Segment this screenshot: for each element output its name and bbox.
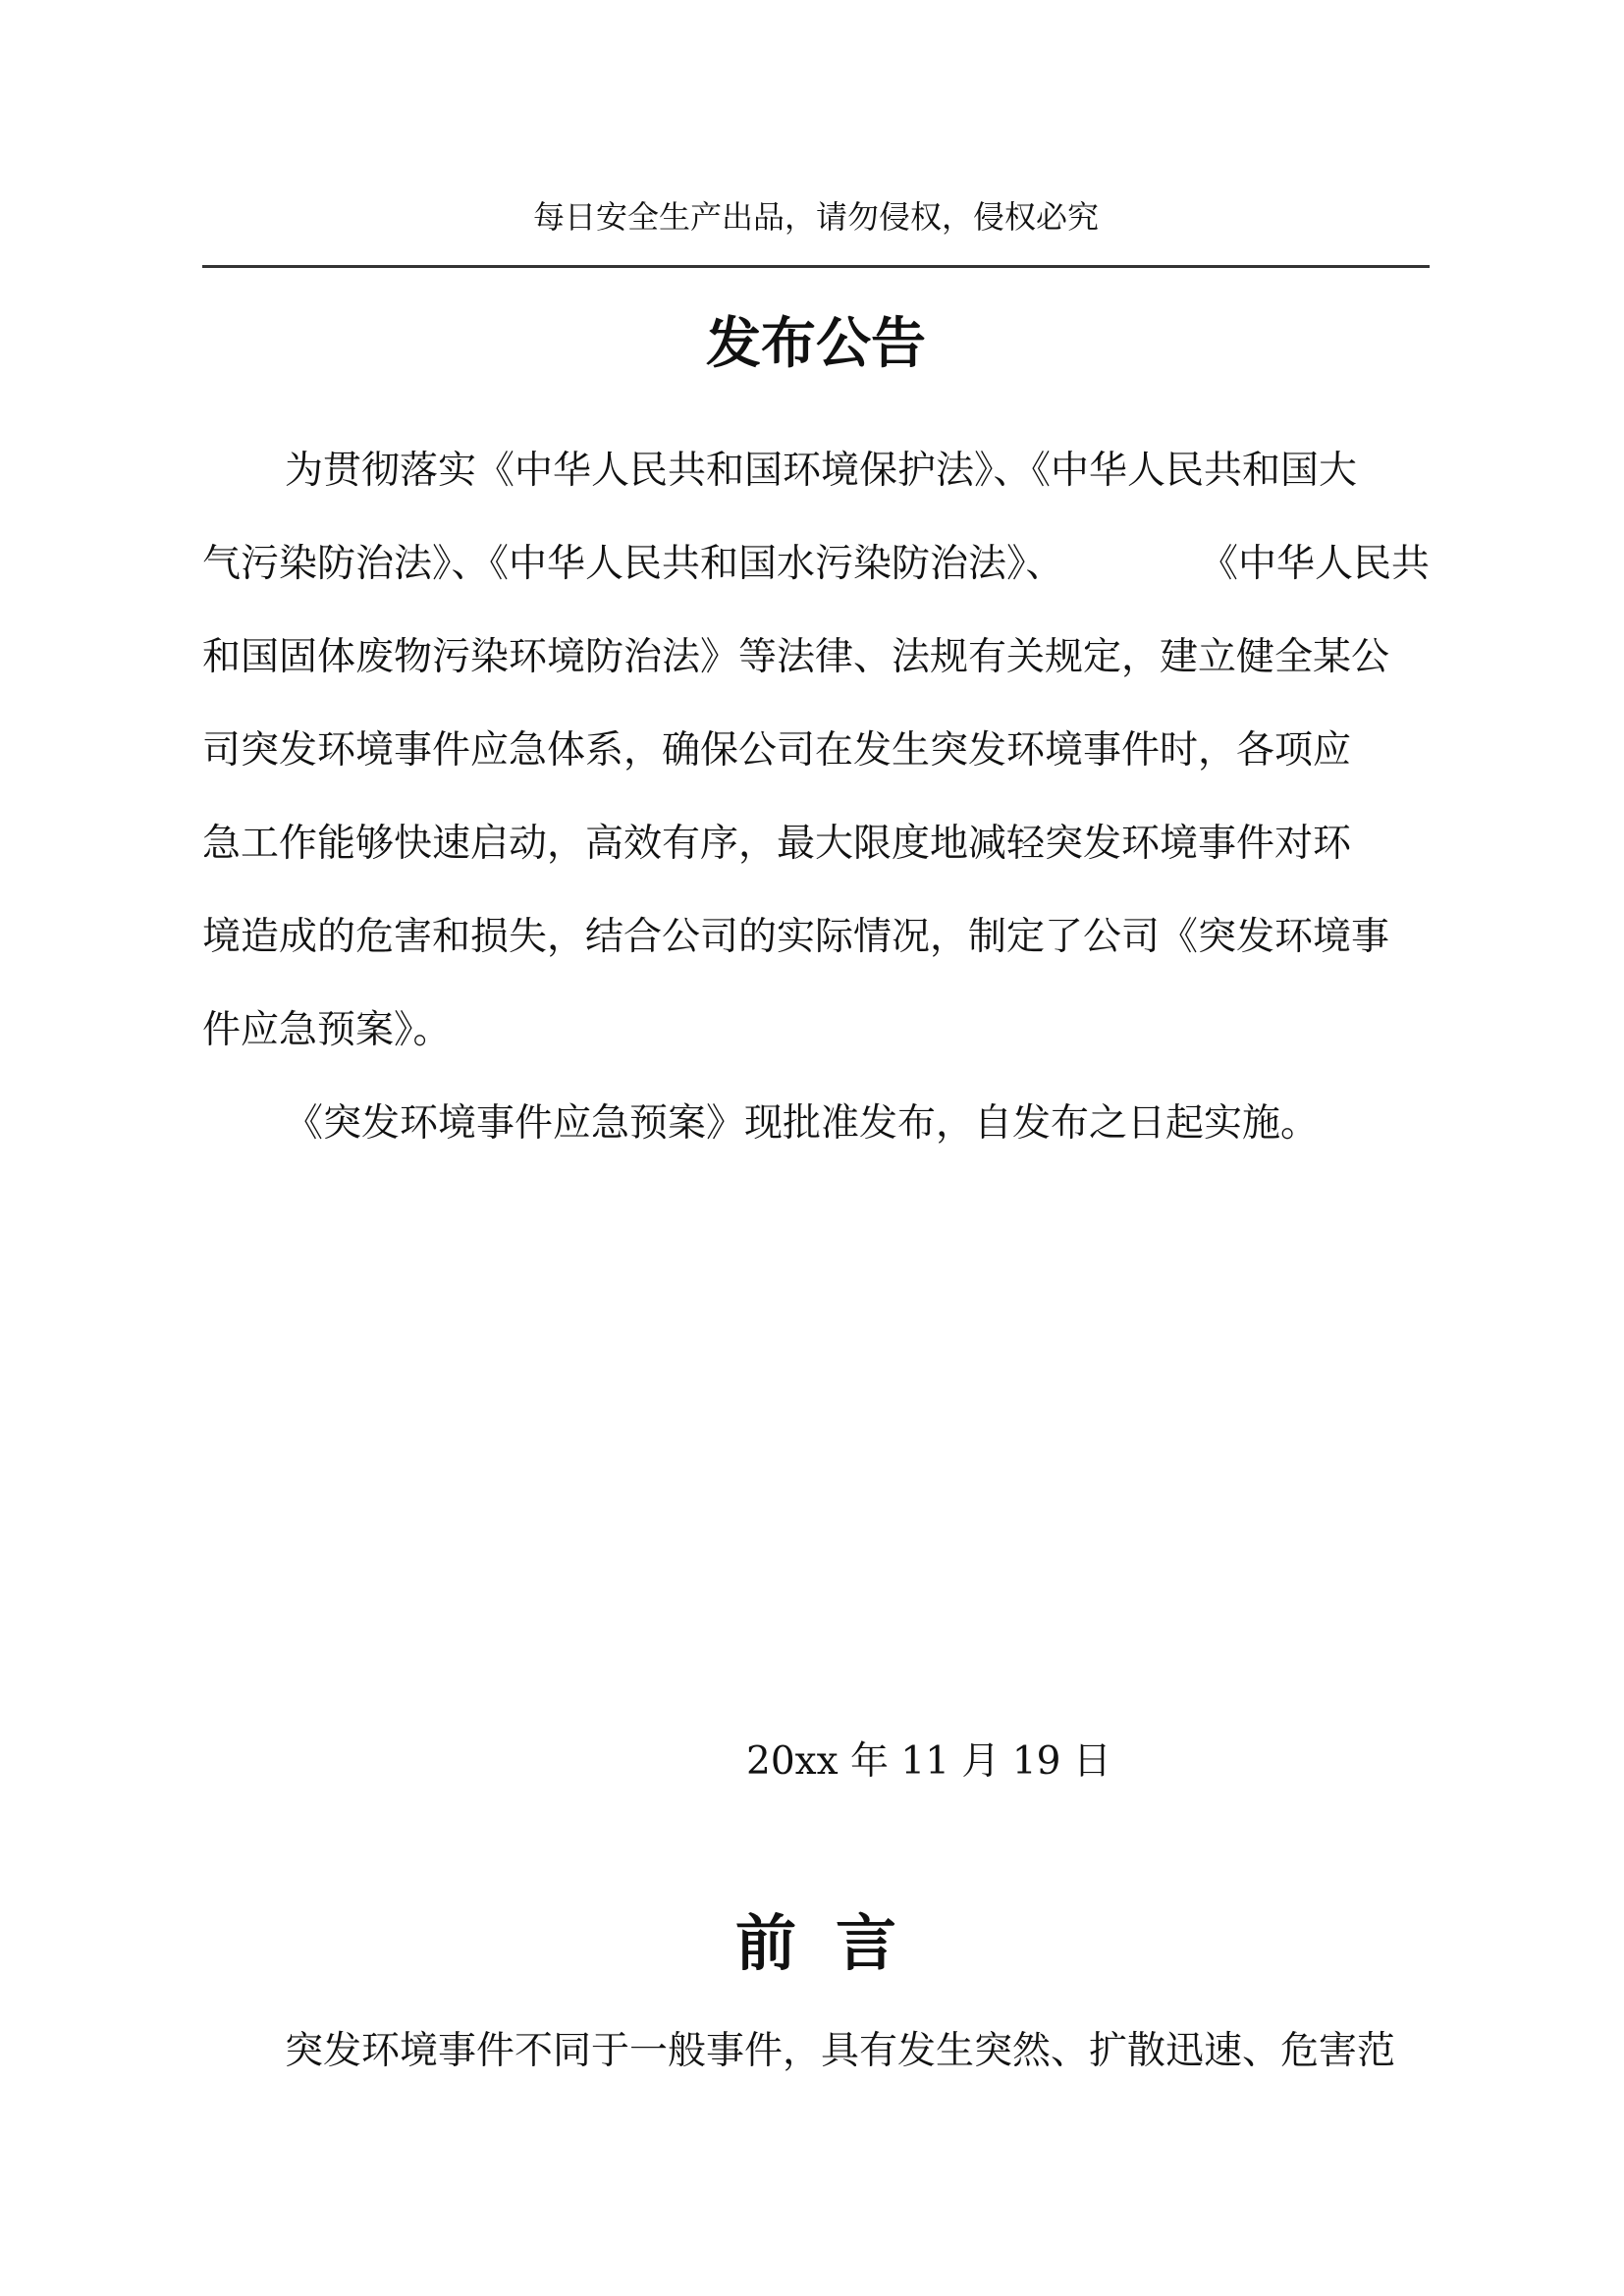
header-divider xyxy=(202,265,1430,268)
page-header: 每日安全生产出品，请勿侵权，侵权必究 xyxy=(532,198,1099,236)
notice-paragraph-line: 和国固体废物污染环境防治法》等法律、法规有关规定，建立健全某公 xyxy=(202,635,1390,679)
notice-paragraph-line xyxy=(202,530,1430,599)
notice-paragraph-line: 件应急预案》。 xyxy=(202,1008,452,1052)
notice-date: 20xx 年 11 月 19 日 xyxy=(746,1739,1111,1784)
notice-paragraph-line: 境造成的危害和损失，结合公司的实际情况，制定了公司《突发环境事 xyxy=(202,915,1390,959)
notice-paragraph-segment: 《中华人民共 xyxy=(1199,542,1430,586)
preface-paragraph-line: 突发环境事件不同于一般事件，具有发生突然、扩散迅速、危害范 xyxy=(285,2029,1396,2073)
notice-approval-line: 《突发环境事件应急预案》现批准发布，自发布之日起实施。 xyxy=(285,1101,1320,1146)
notice-paragraph-segment: 气污染防治法》、《中华人民共和国水污染防治法》、 xyxy=(202,542,1064,586)
notice-paragraph-line: 司突发环境事件应急体系，确保公司在发生突发环境事件时，各项应 xyxy=(202,728,1352,773)
notice-paragraph-line: 急工作能够快速启动，高效有序，最大限度地减轻突发环境事件对环 xyxy=(202,822,1352,866)
notice-title: 发布公告 xyxy=(706,311,926,376)
notice-paragraph-line: 为贯彻落实《中华人民共和国环境保护法》、《中华人民共和国大 xyxy=(285,449,1358,493)
preface-title: 前言 xyxy=(734,1907,936,1979)
